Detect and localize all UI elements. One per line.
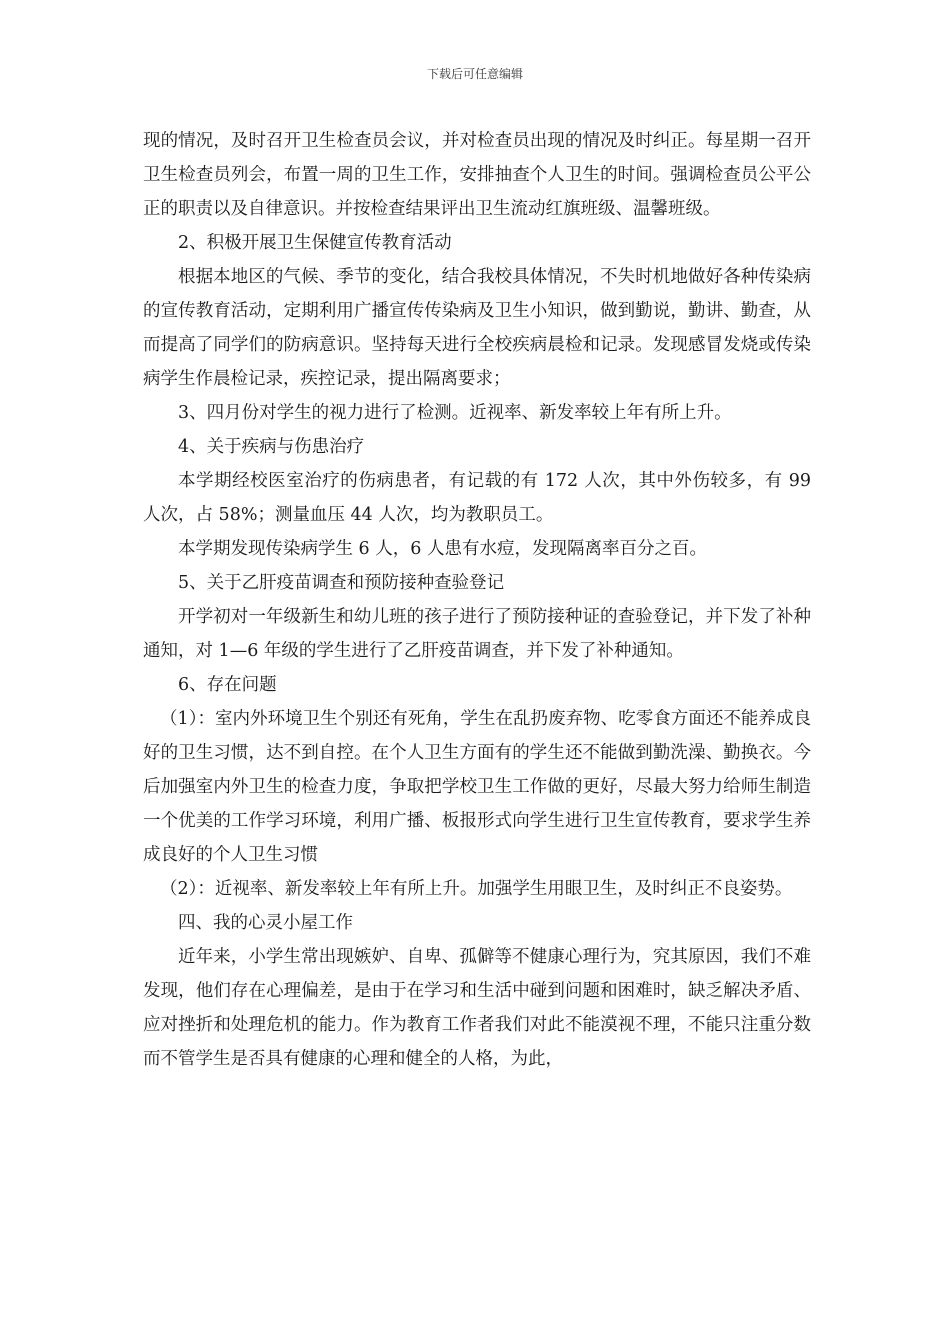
page-header-note: 下载后可任意编辑	[426, 67, 523, 81]
paragraph-problem-1: （1）：室内外环境卫生个别还有死角，学生在乱扔废弃物、吃零食方面还不能养成良好的卫生习惯，达不到自控。在个人卫生方面有的学生还不能做到勤洗澡、勤换衣。今后加强室内外卫生的检查力度，争取把学校卫生工作做的更好，尽最大努力给师生制造一个优美的工作学习环境，利用广播、板报形式向学生进行卫生宣传教育，要求学生养成良好的个人卫生习惯	[143, 709, 811, 865]
paragraph-health-education: 根据本地区的气候、季节的变化，结合我校具体情况，不失时机地做好各种传染病的宣传教育活动，定期利用广播宣传传染病及卫生小知识，做到勤说，勤讲、勤查，从而提高了同学们的防病意识。坚持每天进行全校疾病晨检和记录。发现感冒发烧或传染病学生作晨检记录，疾控记录，提出隔离要求；	[143, 267, 811, 389]
heading-soul-cabin: 四、我的心灵小屋工作	[178, 913, 353, 933]
heading-disease-treatment: 4、关于疾病与伤患治疗	[178, 437, 365, 457]
paragraph-treatment-stats: 本学期经校医室治疗的伤病患者，有记载的有 172 人次，其中外伤较多，有 99 人次，占 58%；测量血压 44 人次，均为教职员工。	[143, 471, 811, 525]
paragraph-vaccine-survey: 开学初对一年级新生和幼儿班的孩子进行了预防接种证的查验登记，并下发了补种通知，对 1—6 年级的学生进行了乙肝疫苗调查，并下发了补种通知。	[143, 607, 811, 661]
heading-health-education: 2、积极开展卫生保健宣传教育活动	[178, 233, 452, 253]
paragraph-inspector-duties: 现的情况，及时召开卫生检查员会议，并对检查员出现的情况及时纠正。每星期一召开卫生检查员列会，布置一周的卫生工作，安排抽查个人卫生的时间。强调检查员公平公正的职责以及自律意识。并按检查结果评出卫生流动红旗班级、温馨班级。	[143, 131, 811, 219]
heading-vaccine-survey: 5、关于乙肝疫苗调查和预防接种查验登记	[178, 573, 505, 593]
paragraph-soul-cabin: 近年来，小学生常出现嫉妒、自卑、孤僻等不健康心理行为，究其原因，我们不难发现，他们存在心理偏差，是由于在学习和生活中碰到问题和困难时，缺乏解决矛盾、应对挫折和处理危机的能力。作为教育工作者我们对此不能漠视不理，不能只注重分数而不管学生是否具有健康的心理和健全的人格，为此，	[143, 947, 811, 1069]
paragraph-vision-test: 3、四月份对学生的视力进行了检测。近视率、新发率较上年有所上升。	[178, 403, 732, 423]
paragraph-problem-2: （2）：近视率、新发率较上年有所上升。加强学生用眼卫生，及时纠正不良姿势。	[160, 879, 793, 899]
document-body	[143, 124, 811, 1076]
heading-existing-problems: 6、存在问题	[178, 675, 277, 695]
paragraph-infectious-cases: 本学期发现传染病学生 6 人，6 人患有水痘，发现隔离率百分之百。	[178, 539, 707, 559]
